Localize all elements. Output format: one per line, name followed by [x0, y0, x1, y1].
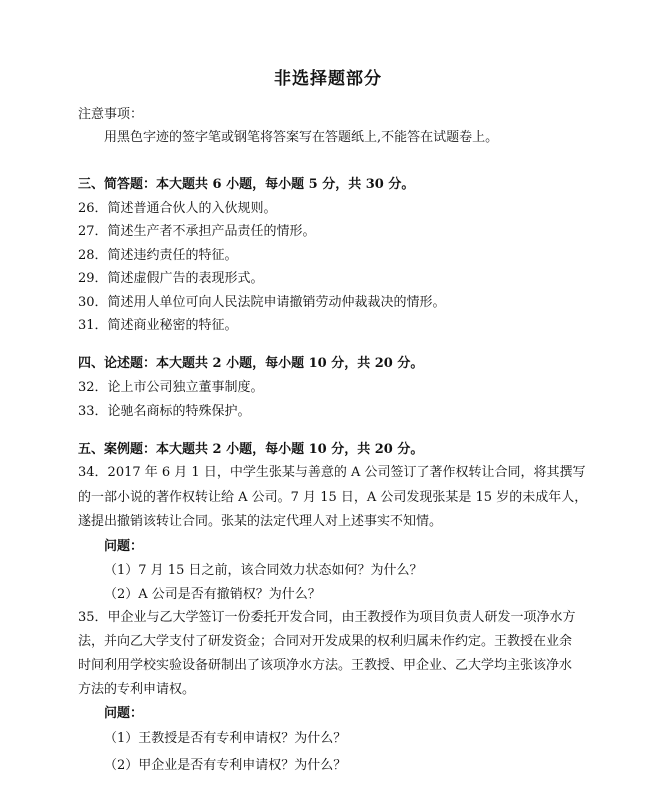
question-35-line-2: 法，并向乙大学支付了研发资金；合同对开发成果的权利归属未作约定。王教授在业余 [78, 634, 573, 649]
section-4-heading: 四、论述题：本大题共 2 小题，每小题 10 分，共 20 分。 [78, 356, 424, 371]
question-34-sub-2: （2）A 公司是否有撤销权？为什么？ [104, 587, 321, 602]
question-31: 31．简述商业秘密的特征。 [78, 318, 238, 333]
page-title: 非选择题部分 [274, 69, 382, 89]
section-5-heading: 五、案例题：本大题共 2 小题，每小题 10 分，共 20 分。 [78, 442, 424, 457]
question-34-line-2: 的一部小说的著作权转让给 A 公司。7 月 15 日，A 公司发现张某是 15 岁的未成年人， [78, 490, 588, 505]
question-28: 28．简述违约责任的特征。 [78, 248, 238, 263]
question-26: 26．简述普通合伙人的入伙规则。 [78, 201, 277, 216]
question-34-sub-1: （1）7 月 15 日之前，该合同效力状态如何？为什么？ [104, 563, 423, 578]
question-29: 29．简述虚假广告的表现形式。 [78, 271, 264, 286]
question-35-line-1: 35．甲企业与乙大学签订一份委托开发合同，由王教授作为项目负责人研发一项净水方 [78, 610, 576, 625]
question-35-label: 问题： [104, 706, 144, 721]
notice-text: 用黑色字迹的签字笔或钢笔将答案写在答题纸上,不能答在试题卷上。 [104, 130, 499, 145]
question-34-label: 问题： [104, 539, 144, 554]
question-35-sub-1: （1）王教授是否有专利申请权？为什么？ [104, 731, 347, 746]
question-35-sub-2: （2）甲企业是否有专利申请权？为什么？ [104, 758, 347, 773]
question-35-line-4: 方法的专利申请权。 [78, 682, 196, 697]
section-3-heading: 三、简答题：本大题共 6 小题，每小题 5 分，共 30 分。 [78, 177, 415, 192]
question-34-line-3: 遂提出撤销该转让合同。张某的法定代理人对上述事实不知情。 [78, 514, 443, 529]
question-33: 33．论驰名商标的特殊保护。 [78, 404, 251, 419]
question-32: 32．论上市公司独立董事制度。 [78, 380, 264, 395]
question-27: 27．简述生产者不承担产品责任的情形。 [78, 224, 316, 239]
question-34-line-1: 34．2017 年 6 月 1 日，中学生张某与善意的 A 公司签订了著作权转让合同，将其撰写 [78, 465, 586, 480]
question-30: 30．简述用人单位可向人民法院申请撤销劳动仲裁裁决的情形。 [78, 295, 446, 310]
question-35-line-3: 时间利用学校实验设备研制出了该项净水方法。王教授、甲企业、乙大学均主张该净水 [78, 658, 573, 673]
notice-heading: 注意事项： [78, 107, 144, 122]
